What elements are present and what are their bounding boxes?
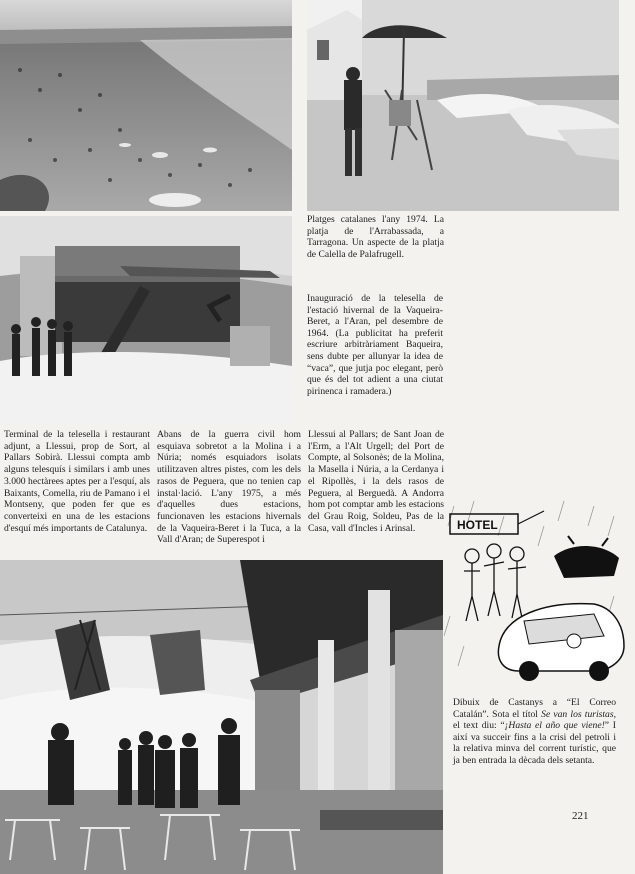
- text-column-3: Llessui al Pallars; de Sant Joan de l'Erm, a l'Alt Urgell; del Port de Compte, al Solsonès; de la Molina, la Masella i Núria, a la Cerdanya i el Ripollès, i la dels rasos de Peguera, al Berguedà. A Andorra hom pot comptar amb les estacions del Grau Roig, Soldeu, Pas de la Casa, vall d'Incles i Arinsal.: [308, 429, 444, 534]
- text-column-2: Abans de la guerra civil hom esquiava sobretot a la Molina i a Núria; només esquiadors isolats utilitzaven altres pistes, com les dels rasos de Peguera, que no tenien cap instal·lació. L'any 1975, a més d'aquelles dues estacions, funcionaven les estacions hivernals de la Vaqueira-Beret i la Tuca, a la Vall d'Aran; de Superespot i: [157, 429, 301, 546]
- caption-beaches: Platges catalanes l'any 1974. La platja de l'Arrabassada, a Tarragona. Un aspecte de la platja de Calella de Palafrugell.: [307, 214, 444, 260]
- caption-cartoon-text-2: , el text diu: “: [453, 708, 616, 732]
- caption-cartoon-text: Dibuix de Castanys a “El Correo Catalán”. Sota el títol: [453, 697, 616, 720]
- photo-beach-calella: [307, 0, 619, 211]
- caption-inauguration: Inauguració de la telesella de l'estació hivernal de la Vaqueira-Beret, a l'Aran, pel desembre de 1964. (La publicitat ha preferit escriure arbitràriament Baqueira, sens dubte per allunyar la idea de “vaca”, que jutja poc elegant, però que és del tot adient a una ciutat pirinenca i ramadera.): [307, 293, 443, 397]
- page-number: 221: [572, 810, 589, 822]
- caption-cartoon-title: Se van los turistas: [541, 708, 614, 720]
- photo-vaqueira-beret: [0, 560, 443, 874]
- photo-beach-arrabassada: [0, 0, 292, 211]
- cartoon-hotel-sign: HOTEL: [457, 518, 498, 532]
- text-column-1: Terminal de la telesella i restaurant adjunt, a Llessui, prop de Sort, al Pallars Sobirà. Llessui compta amb alguns telesquís i similars i amb unes 3.000 hectàrees aptes per a l'esquí, als Baixants, Comella, riu de Pamano i el Montseny, que poden fer que es converteixi en una de les estacions d'esquí més importants de Catalunya.: [4, 429, 150, 534]
- cartoon-castanys: [444, 496, 627, 695]
- caption-cartoon-text-3: ” I així va succeir fins a la crisi del petroli i la relativa minva del corrent turístic, que ja ben entrada la dècada dels setanta.: [453, 720, 616, 766]
- photo-llessui-terminal: [0, 216, 292, 423]
- caption-cartoon-quote: ¡Hasta el año que viene!: [504, 720, 605, 732]
- caption-cartoon: [453, 697, 616, 767]
